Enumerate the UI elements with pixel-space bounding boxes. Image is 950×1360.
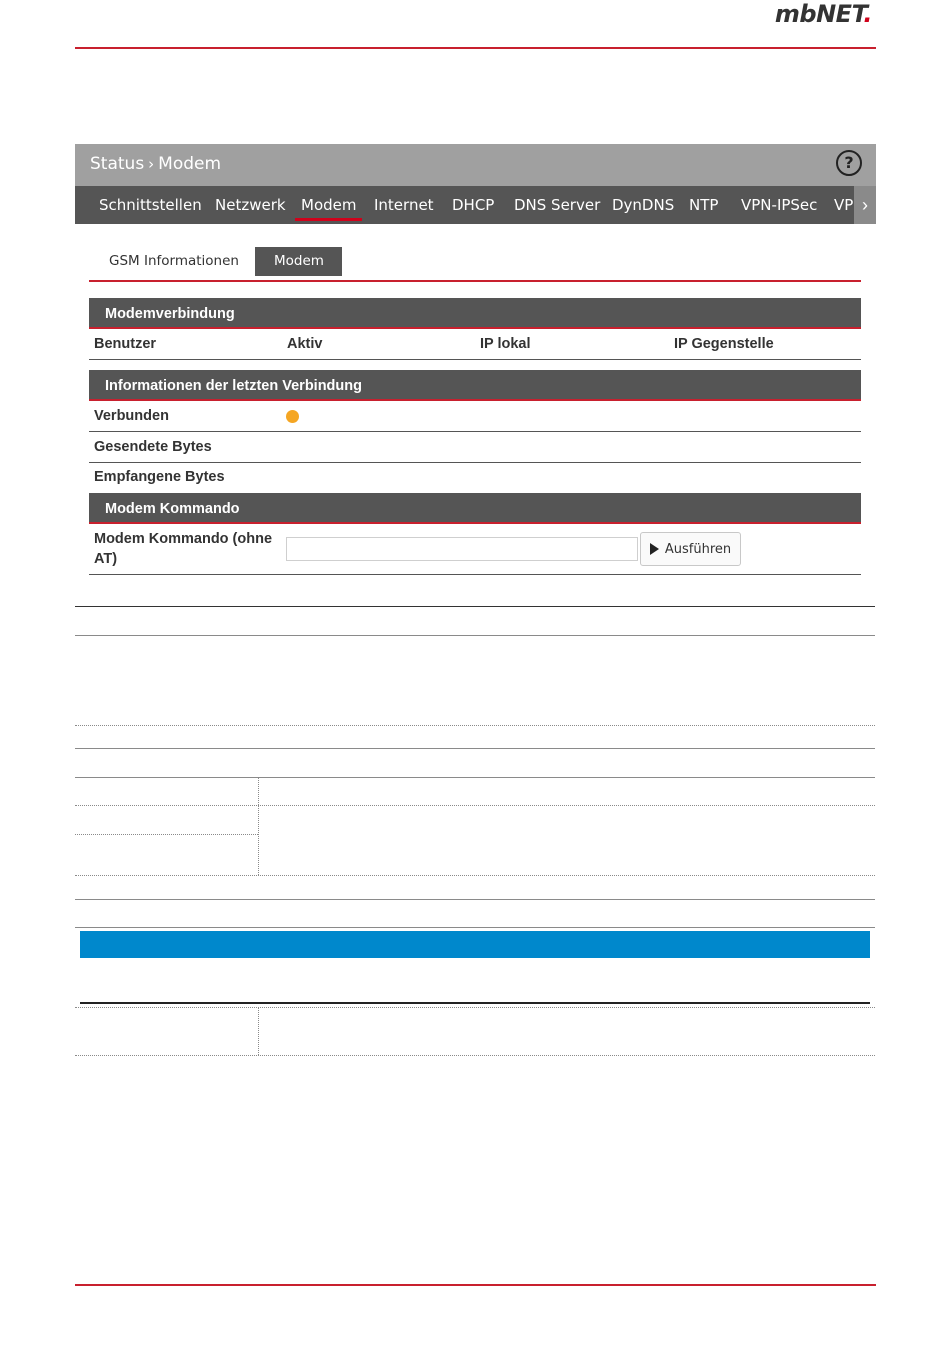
label-modem-kommando: Modem Kommando (ohne: [94, 531, 273, 547]
column-header-benutzer: Benutzer: [94, 336, 157, 352]
label-verbunden: Verbunden: [94, 408, 169, 424]
table-rule: [75, 875, 875, 876]
modem-command-input[interactable]: [286, 537, 638, 561]
column-header-ip-gegenstelle: IP Gegenstelle: [674, 336, 774, 352]
tab-vpn-truncated[interactable]: VP: [834, 196, 854, 214]
subtab-gsm-informationen[interactable]: GSM Informationen: [109, 253, 239, 269]
column-header-ip-lokal: IP lokal: [480, 336, 531, 352]
footer-rule: [75, 1284, 876, 1286]
subtab-modem[interactable]: Modem: [255, 247, 342, 276]
breadcrumb-root[interactable]: Status: [90, 154, 145, 174]
header-rule: [75, 47, 876, 49]
table-rule: [80, 1002, 870, 1004]
help-icon[interactable]: ?: [836, 150, 862, 176]
connection-status-indicator: [286, 410, 299, 423]
tab-internet[interactable]: Internet: [374, 196, 434, 214]
tab-dns-server[interactable]: DNS Server: [514, 196, 601, 214]
tab-dyndns[interactable]: DynDNS: [612, 196, 675, 214]
table-rule: [75, 725, 875, 726]
main-tabs: [75, 186, 876, 224]
table-column-divider: [258, 777, 259, 875]
table-column-divider: [258, 1007, 259, 1055]
mbnet-logo: mbNET.: [774, 0, 872, 28]
tab-dhcp[interactable]: DHCP: [452, 196, 495, 214]
label-empfangene-bytes: Empfangene Bytes: [94, 469, 225, 485]
label-gesendete-bytes: Gesendete Bytes: [94, 439, 212, 455]
breadcrumb-bar: [75, 144, 876, 186]
breadcrumb: [90, 154, 221, 174]
tab-modem[interactable]: Modem: [301, 196, 357, 214]
breadcrumb-current: Modem: [158, 154, 222, 174]
table-rule: [75, 748, 875, 749]
table-rule: [75, 805, 875, 806]
table-rule: [75, 635, 875, 636]
section-title: Modem Kommando: [105, 501, 240, 517]
tab-netzwerk[interactable]: Netzwerk: [215, 196, 286, 214]
label-modem-kommando-cont: AT): [94, 551, 118, 567]
row-divider: [89, 462, 861, 463]
row-divider: [89, 574, 861, 575]
chevron-right-icon[interactable]: ›: [854, 186, 876, 224]
section-title: Informationen der letzten Verbindung: [105, 378, 362, 394]
column-header-aktiv: Aktiv: [287, 336, 323, 352]
section-modem-kommando: [89, 493, 861, 524]
table-rule: [75, 777, 875, 778]
tab-vpn-ipsec[interactable]: VPN-IPSec: [741, 196, 818, 214]
table-rule: [75, 927, 875, 928]
table-rule: [75, 1055, 875, 1056]
section-modemverbindung: [89, 298, 861, 329]
chevron-right-icon: ›: [148, 155, 155, 173]
row-divider: [89, 359, 861, 360]
table-rule: [75, 606, 875, 607]
subtab-underline: [89, 280, 861, 282]
tab-ntp[interactable]: NTP: [689, 196, 719, 214]
table-header-bar: [80, 931, 870, 958]
section-title: Modemverbindung: [105, 306, 235, 322]
execute-button[interactable]: [640, 532, 741, 566]
table-rule: [75, 1007, 875, 1008]
row-divider: [89, 431, 861, 432]
execute-button-label: Ausführen: [664, 541, 732, 557]
tab-schnittstellen[interactable]: Schnittstellen: [99, 196, 202, 214]
section-letzte-verbindung: [89, 370, 861, 401]
table-rule: [75, 899, 875, 900]
play-icon: [650, 543, 659, 555]
table-rule: [75, 834, 258, 835]
